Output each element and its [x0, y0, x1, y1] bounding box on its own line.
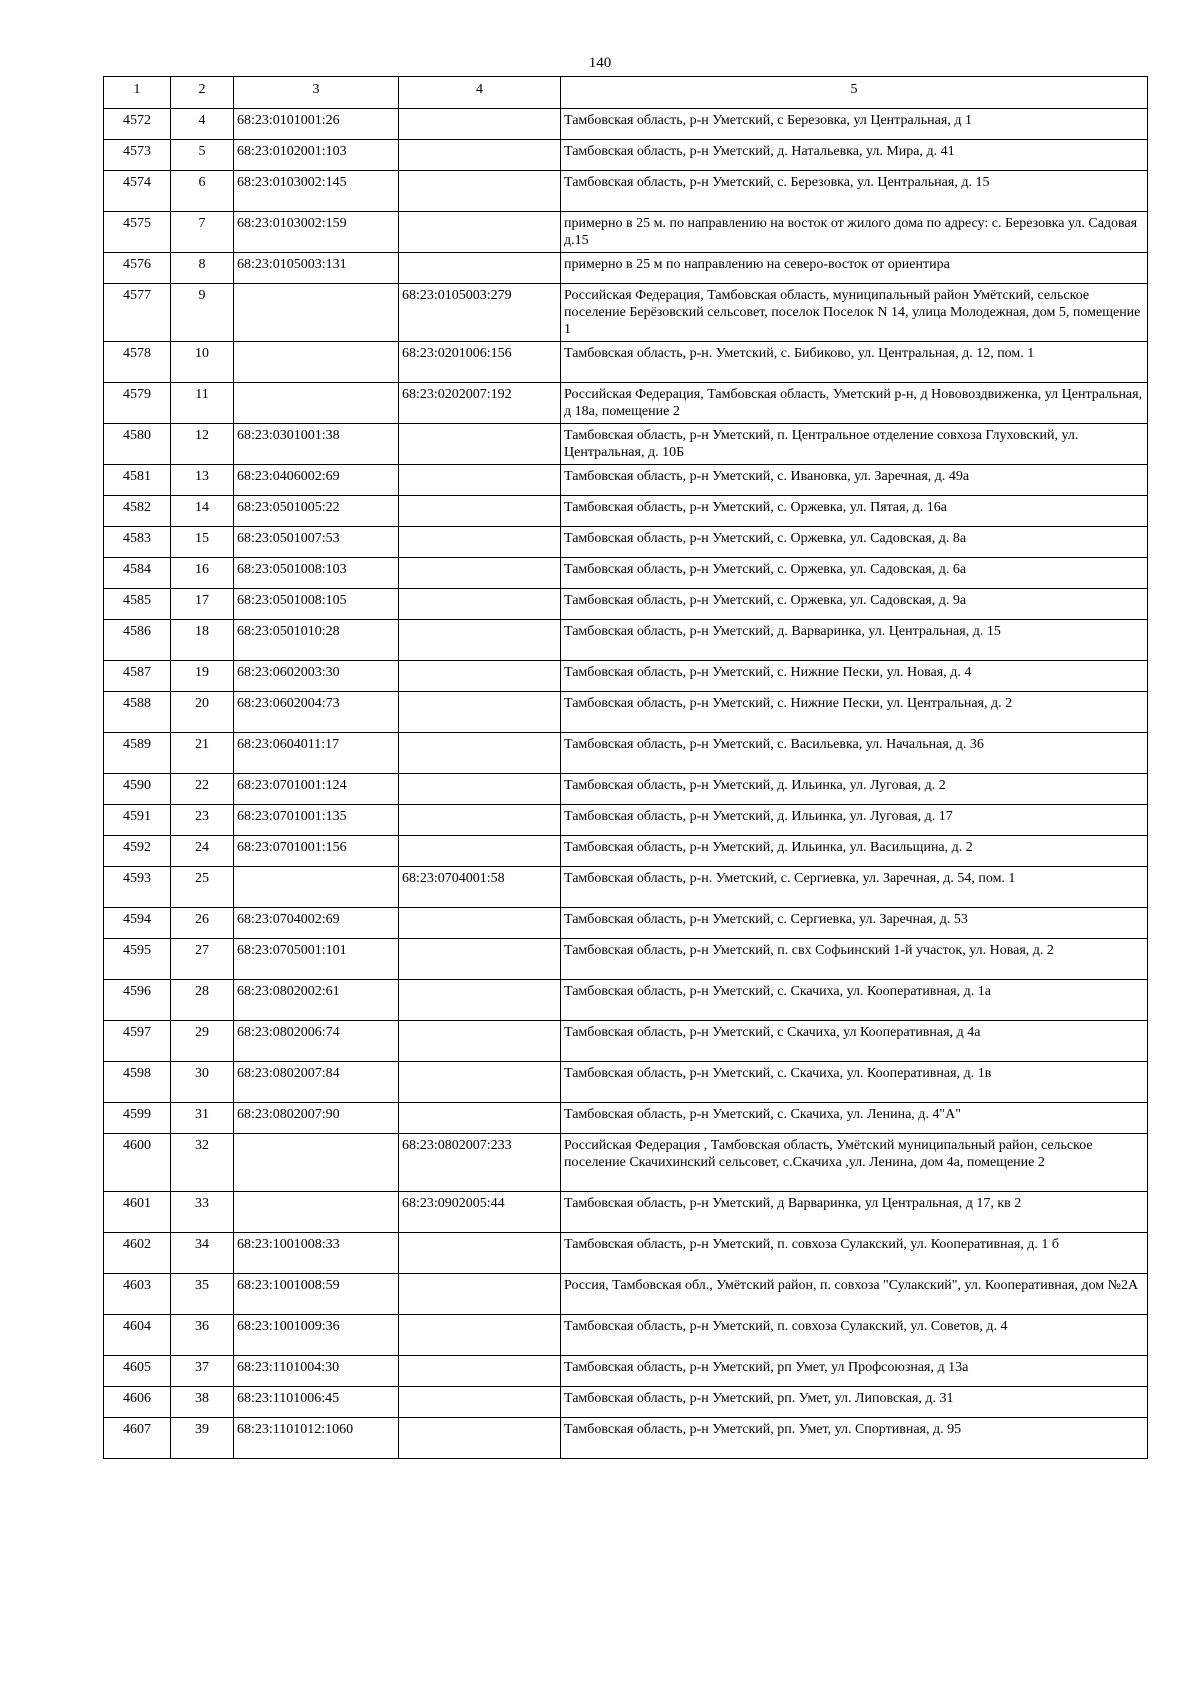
- address-cell: Тамбовская область, р-н Уметский, д Варваринка, ул Центральная, д 17, кв 2: [561, 1192, 1148, 1233]
- header-col-1: 1: [104, 77, 171, 109]
- cadastral-number-cell: 68:23:0501010:28: [234, 620, 399, 661]
- row-index-cell: 36: [171, 1315, 234, 1356]
- row-number-cell: 4596: [104, 980, 171, 1021]
- cadastral-number-cell: 68:23:1001008:33: [234, 1233, 399, 1274]
- cadastral-number-cell: 68:23:0704002:69: [234, 908, 399, 939]
- premises-cadastral-number-cell: [399, 496, 561, 527]
- row-number-cell: 4583: [104, 527, 171, 558]
- cadastral-number-cell: 68:23:0501005:22: [234, 496, 399, 527]
- address-cell: Тамбовская область, р-н. Уметский, с. Бибиково, ул. Центральная, д. 12, пом. 1: [561, 342, 1148, 383]
- address-cell: Тамбовская область, р-н Уметский, с. Ивановка, ул. Заречная, д. 49а: [561, 465, 1148, 496]
- row-number-cell: 4586: [104, 620, 171, 661]
- premises-cadastral-number-cell: [399, 109, 561, 140]
- table-row: [104, 465, 1148, 496]
- address-cell: Тамбовская область, р-н Уметский, д. Ильинка, ул. Луговая, д. 17: [561, 805, 1148, 836]
- cadastral-number-cell: [234, 342, 399, 383]
- row-number-cell: 4606: [104, 1387, 171, 1418]
- table-row: [104, 1021, 1148, 1062]
- cadastral-number-cell: 68:23:0701001:124: [234, 774, 399, 805]
- table-row: [104, 836, 1148, 867]
- cadastral-number-cell: 68:23:0701001:156: [234, 836, 399, 867]
- premises-cadastral-number-cell: [399, 171, 561, 212]
- cadastral-number-cell: 68:23:0102001:103: [234, 140, 399, 171]
- table-header: [104, 77, 1148, 109]
- address-cell: Тамбовская область, р-н. Уметский, с. Сергиевка, ул. Заречная, д. 54, пом. 1: [561, 867, 1148, 908]
- row-index-cell: 14: [171, 496, 234, 527]
- row-number-cell: 4579: [104, 383, 171, 424]
- row-number-cell: 4590: [104, 774, 171, 805]
- premises-cadastral-number-cell: [399, 939, 561, 980]
- row-number-cell: 4600: [104, 1134, 171, 1192]
- address-cell: Тамбовская область, р-н Уметский, с. Оржевка, ул. Садовская, д. 9а: [561, 589, 1148, 620]
- address-cell: Тамбовская область, р-н Уметский, п. совхоза Сулакский, ул. Кооперативная, д. 1 б: [561, 1233, 1148, 1274]
- address-cell: Тамбовская область, р-н Уметский, с. Сергиевка, ул. Заречная, д. 53: [561, 908, 1148, 939]
- premises-cadastral-number-cell: [399, 1233, 561, 1274]
- row-index-cell: 18: [171, 620, 234, 661]
- table-row: [104, 1103, 1148, 1134]
- table-row: [104, 383, 1148, 424]
- header-col-4: 4: [399, 77, 561, 109]
- table-row: [104, 980, 1148, 1021]
- table-row: [104, 140, 1148, 171]
- cadastral-number-cell: [234, 284, 399, 342]
- cadastral-number-cell: 68:23:0802006:74: [234, 1021, 399, 1062]
- premises-cadastral-number-cell: [399, 1062, 561, 1103]
- row-index-cell: 8: [171, 253, 234, 284]
- header-row: [104, 77, 1148, 109]
- cadastral-number-cell: 68:23:1001009:36: [234, 1315, 399, 1356]
- premises-cadastral-number-cell: [399, 1315, 561, 1356]
- cadastral-number-cell: 68:23:1101006:45: [234, 1387, 399, 1418]
- row-number-cell: 4605: [104, 1356, 171, 1387]
- address-cell: Тамбовская область, р-н Уметский, п. совхоза Сулакский, ул. Советов, д. 4: [561, 1315, 1148, 1356]
- premises-cadastral-number-cell: [399, 1103, 561, 1134]
- cadastral-number-cell: [234, 383, 399, 424]
- premises-cadastral-number-cell: 68:23:0902005:44: [399, 1192, 561, 1233]
- row-index-cell: 37: [171, 1356, 234, 1387]
- row-index-cell: 30: [171, 1062, 234, 1103]
- premises-cadastral-number-cell: [399, 1021, 561, 1062]
- table-row: [104, 253, 1148, 284]
- address-cell: примерно в 25 м. по направлению на восток от жилого дома по адресу: с. Березовка ул. Садовая д.15: [561, 212, 1148, 253]
- row-number-cell: 4597: [104, 1021, 171, 1062]
- table-row: [104, 1134, 1148, 1192]
- premises-cadastral-number-cell: [399, 661, 561, 692]
- row-index-cell: 16: [171, 558, 234, 589]
- row-index-cell: 19: [171, 661, 234, 692]
- registry-table: [103, 76, 1148, 1459]
- table-row: [104, 424, 1148, 465]
- table-row: [104, 496, 1148, 527]
- premises-cadastral-number-cell: [399, 424, 561, 465]
- header-col-3: 3: [234, 77, 399, 109]
- premises-cadastral-number-cell: [399, 589, 561, 620]
- row-number-cell: 4592: [104, 836, 171, 867]
- address-cell: Тамбовская область, р-н Уметский, рп Умет, ул Профсоюзная, д 13а: [561, 1356, 1148, 1387]
- row-index-cell: 34: [171, 1233, 234, 1274]
- cadastral-number-cell: 68:23:0103002:145: [234, 171, 399, 212]
- row-index-cell: 13: [171, 465, 234, 496]
- address-cell: Тамбовская область, р-н Уметский, д. Варваринка, ул. Центральная, д. 15: [561, 620, 1148, 661]
- cadastral-number-cell: 68:23:0604011:17: [234, 733, 399, 774]
- table-row: [104, 212, 1148, 253]
- table-row: [104, 620, 1148, 661]
- header-col-2: 2: [171, 77, 234, 109]
- premises-cadastral-number-cell: [399, 733, 561, 774]
- row-index-cell: 17: [171, 589, 234, 620]
- cadastral-number-cell: 68:23:0802007:90: [234, 1103, 399, 1134]
- row-number-cell: 4574: [104, 171, 171, 212]
- premises-cadastral-number-cell: [399, 836, 561, 867]
- table-row: [104, 1387, 1148, 1418]
- cadastral-number-cell: 68:23:0602004:73: [234, 692, 399, 733]
- table-row: [104, 939, 1148, 980]
- table-row: [104, 1233, 1148, 1274]
- cadastral-number-cell: 68:23:0701001:135: [234, 805, 399, 836]
- address-cell: Тамбовская область, р-н Уметский, с. Оржевка, ул. Пятая, д. 16а: [561, 496, 1148, 527]
- row-number-cell: 4588: [104, 692, 171, 733]
- address-cell: Тамбовская область, р-н Уметский, д. Ильинка, ул. Васильщина, д. 2: [561, 836, 1148, 867]
- premises-cadastral-number-cell: [399, 253, 561, 284]
- table-row: [104, 908, 1148, 939]
- row-index-cell: 23: [171, 805, 234, 836]
- row-number-cell: 4594: [104, 908, 171, 939]
- premises-cadastral-number-cell: [399, 212, 561, 253]
- address-cell: Россия, Тамбовская обл., Умётский район, п. совхоза "Сулакский", ул. Кооперативная, дом №2А: [561, 1274, 1148, 1315]
- header-col-5: 5: [561, 77, 1148, 109]
- row-number-cell: 4604: [104, 1315, 171, 1356]
- table-body: [104, 109, 1148, 1459]
- row-index-cell: 26: [171, 908, 234, 939]
- address-cell: Тамбовская область, р-н Уметский, п. Центральное отделение совхоза Глуховский, ул. Центральная, д. 10Б: [561, 424, 1148, 465]
- address-cell: Тамбовская область, р-н Уметский, п. свх Софьинский 1-й участок, ул. Новая, д. 2: [561, 939, 1148, 980]
- table-row: [104, 661, 1148, 692]
- premises-cadastral-number-cell: 68:23:0802007:233: [399, 1134, 561, 1192]
- premises-cadastral-number-cell: [399, 1356, 561, 1387]
- table-row: [104, 1315, 1148, 1356]
- cadastral-number-cell: 68:23:0301001:38: [234, 424, 399, 465]
- cadastral-number-cell: 68:23:0705001:101: [234, 939, 399, 980]
- row-number-cell: 4593: [104, 867, 171, 908]
- row-number-cell: 4599: [104, 1103, 171, 1134]
- address-cell: Тамбовская область, р-н Уметский, с. Васильевка, ул. Начальная, д. 36: [561, 733, 1148, 774]
- cadastral-number-cell: 68:23:1101012:1060: [234, 1418, 399, 1459]
- row-index-cell: 20: [171, 692, 234, 733]
- cadastral-number-cell: [234, 867, 399, 908]
- address-cell: примерно в 25 м по направлению на северо-восток от ориентира: [561, 253, 1148, 284]
- row-number-cell: 4577: [104, 284, 171, 342]
- premises-cadastral-number-cell: [399, 908, 561, 939]
- page-number: 140: [588, 55, 612, 71]
- premises-cadastral-number-cell: [399, 980, 561, 1021]
- row-index-cell: 10: [171, 342, 234, 383]
- cadastral-number-cell: 68:23:0802007:84: [234, 1062, 399, 1103]
- table-row: [104, 733, 1148, 774]
- cadastral-number-cell: 68:23:0802002:61: [234, 980, 399, 1021]
- address-cell: Тамбовская область, р-н Уметский, с. Оржевка, ул. Садовская, д. 8а: [561, 527, 1148, 558]
- row-number-cell: 4591: [104, 805, 171, 836]
- address-cell: Тамбовская область, р-н Уметский, рп. Умет, ул. Спортивная, д. 95: [561, 1418, 1148, 1459]
- cadastral-number-cell: 68:23:0501007:53: [234, 527, 399, 558]
- row-number-cell: 4598: [104, 1062, 171, 1103]
- premises-cadastral-number-cell: [399, 140, 561, 171]
- table-row: [104, 774, 1148, 805]
- cadastral-number-cell: 68:23:1001008:59: [234, 1274, 399, 1315]
- row-index-cell: 6: [171, 171, 234, 212]
- row-index-cell: 11: [171, 383, 234, 424]
- row-index-cell: 25: [171, 867, 234, 908]
- cadastral-number-cell: 68:23:0406002:69: [234, 465, 399, 496]
- row-index-cell: 24: [171, 836, 234, 867]
- premises-cadastral-number-cell: [399, 1387, 561, 1418]
- row-index-cell: 32: [171, 1134, 234, 1192]
- table-row: [104, 284, 1148, 342]
- address-cell: Российская Федерация , Тамбовская область, Умётский муниципальный район, сельское поселение Скачихинский сельсовет, с.Скачиха ,ул. Ленина, дом 4а, помещение 2: [561, 1134, 1148, 1192]
- row-index-cell: 35: [171, 1274, 234, 1315]
- row-index-cell: 15: [171, 527, 234, 558]
- table-row: [104, 1192, 1148, 1233]
- row-number-cell: 4589: [104, 733, 171, 774]
- row-index-cell: 28: [171, 980, 234, 1021]
- table-row: [104, 1062, 1148, 1103]
- premises-cadastral-number-cell: 68:23:0105003:279: [399, 284, 561, 342]
- cadastral-number-cell: 68:23:0101001:26: [234, 109, 399, 140]
- row-number-cell: 4587: [104, 661, 171, 692]
- table-row: [104, 558, 1148, 589]
- address-cell: Тамбовская область, р-н Уметский, с. Оржевка, ул. Садовская, д. 6а: [561, 558, 1148, 589]
- premises-cadastral-number-cell: [399, 620, 561, 661]
- row-index-cell: 27: [171, 939, 234, 980]
- row-number-cell: 4602: [104, 1233, 171, 1274]
- address-cell: Российская Федерация, Тамбовская область, Уметский р-н, д Нововоздвиженка, ул Центральная, д 18а, помещение 2: [561, 383, 1148, 424]
- address-cell: Тамбовская область, р-н Уметский, с. Нижние Пески, ул. Новая, д. 4: [561, 661, 1148, 692]
- table-row: [104, 1356, 1148, 1387]
- address-cell: Тамбовская область, р-н Уметский, с. Скачиха, ул. Кооперативная, д. 1а: [561, 980, 1148, 1021]
- row-number-cell: 4572: [104, 109, 171, 140]
- table-row: [104, 805, 1148, 836]
- address-cell: Тамбовская область, р-н Уметский, с Скачиха, ул Кооперативная, д 4а: [561, 1021, 1148, 1062]
- premises-cadastral-number-cell: 68:23:0704001:58: [399, 867, 561, 908]
- row-number-cell: 4607: [104, 1418, 171, 1459]
- address-cell: Тамбовская область, р-н Уметский, д. Натальевка, ул. Мира, д. 41: [561, 140, 1148, 171]
- row-index-cell: 5: [171, 140, 234, 171]
- row-number-cell: 4581: [104, 465, 171, 496]
- premises-cadastral-number-cell: [399, 465, 561, 496]
- cadastral-number-cell: 68:23:0602003:30: [234, 661, 399, 692]
- address-cell: Тамбовская область, р-н Уметский, рп. Умет, ул. Липовская, д. 31: [561, 1387, 1148, 1418]
- row-index-cell: 21: [171, 733, 234, 774]
- address-cell: Тамбовская область, р-н Уметский, с. Нижние Пески, ул. Центральная, д. 2: [561, 692, 1148, 733]
- table-row: [104, 867, 1148, 908]
- row-index-cell: 22: [171, 774, 234, 805]
- premises-cadastral-number-cell: [399, 1274, 561, 1315]
- row-number-cell: 4584: [104, 558, 171, 589]
- premises-cadastral-number-cell: [399, 774, 561, 805]
- row-number-cell: 4580: [104, 424, 171, 465]
- row-number-cell: 4578: [104, 342, 171, 383]
- cadastral-number-cell: [234, 1192, 399, 1233]
- table-row: [104, 692, 1148, 733]
- row-number-cell: 4585: [104, 589, 171, 620]
- row-number-cell: 4575: [104, 212, 171, 253]
- premises-cadastral-number-cell: 68:23:0201006:156: [399, 342, 561, 383]
- premises-cadastral-number-cell: [399, 805, 561, 836]
- row-index-cell: 38: [171, 1387, 234, 1418]
- table-row: [104, 342, 1148, 383]
- address-cell: Российская Федерация, Тамбовская область, муниципальный район Умётский, сельское поселение Берёзовский сельсовет, поселок Поселок N 14, улица Молодежная, дом 5, помещение 1: [561, 284, 1148, 342]
- cadastral-number-cell: 68:23:0501008:103: [234, 558, 399, 589]
- cadastral-number-cell: 68:23:1101004:30: [234, 1356, 399, 1387]
- cadastral-number-cell: 68:23:0501008:105: [234, 589, 399, 620]
- row-index-cell: 31: [171, 1103, 234, 1134]
- premises-cadastral-number-cell: [399, 1418, 561, 1459]
- row-index-cell: 33: [171, 1192, 234, 1233]
- address-cell: Тамбовская область, р-н Уметский, д. Ильинка, ул. Луговая, д. 2: [561, 774, 1148, 805]
- address-cell: Тамбовская область, р-н Уметский, с. Скачиха, ул. Ленина, д. 4"А": [561, 1103, 1148, 1134]
- cadastral-number-cell: 68:23:0103002:159: [234, 212, 399, 253]
- address-cell: Тамбовская область, р-н Уметский, с. Скачиха, ул. Кооперативная, д. 1в: [561, 1062, 1148, 1103]
- row-number-cell: 4576: [104, 253, 171, 284]
- row-number-cell: 4595: [104, 939, 171, 980]
- table-row: [104, 1274, 1148, 1315]
- row-number-cell: 4601: [104, 1192, 171, 1233]
- row-number-cell: 4582: [104, 496, 171, 527]
- cadastral-number-cell: [234, 1134, 399, 1192]
- table-row: [104, 1418, 1148, 1459]
- row-index-cell: 39: [171, 1418, 234, 1459]
- premises-cadastral-number-cell: 68:23:0202007:192: [399, 383, 561, 424]
- table-row: [104, 589, 1148, 620]
- row-index-cell: 12: [171, 424, 234, 465]
- address-cell: Тамбовская область, р-н Уметский, с. Березовка, ул. Центральная, д. 15: [561, 171, 1148, 212]
- table-row: [104, 171, 1148, 212]
- row-index-cell: 9: [171, 284, 234, 342]
- row-number-cell: 4603: [104, 1274, 171, 1315]
- table-row: [104, 109, 1148, 140]
- cadastral-number-cell: 68:23:0105003:131: [234, 253, 399, 284]
- premises-cadastral-number-cell: [399, 692, 561, 733]
- row-number-cell: 4573: [104, 140, 171, 171]
- premises-cadastral-number-cell: [399, 527, 561, 558]
- table-row: [104, 527, 1148, 558]
- row-index-cell: 4: [171, 109, 234, 140]
- premises-cadastral-number-cell: [399, 558, 561, 589]
- row-index-cell: 7: [171, 212, 234, 253]
- address-cell: Тамбовская область, р-н Уметский, с Березовка, ул Центральная, д 1: [561, 109, 1148, 140]
- row-index-cell: 29: [171, 1021, 234, 1062]
